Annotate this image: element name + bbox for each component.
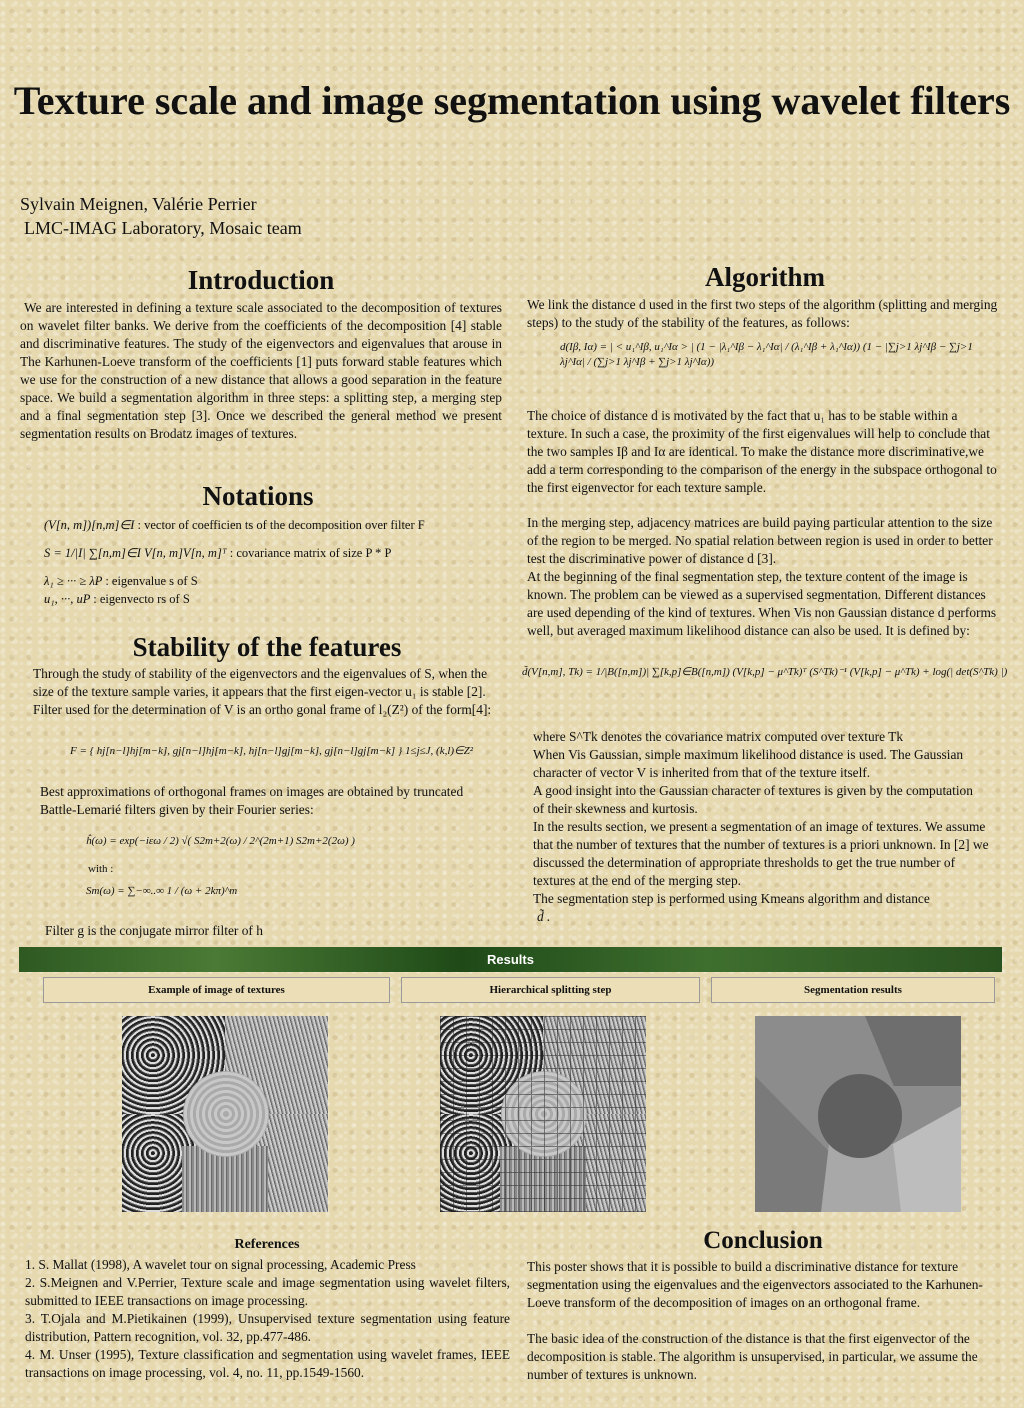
notation-math: u₁, ···, uP (44, 592, 91, 606)
notation-coefficients (44, 516, 504, 534)
algorithm-p6: When Vis Gaussian, simple maximum likelihood distance is used. The Gaussian character of vector V is inherited from that of the texture itself. (533, 747, 964, 780)
algorithm-p3: In the merging step, adjacency matrices are build paying particular attention to the size of the region to be merged. No spatial relation between region is used in order to better test the discriminative power of distance d [3]. (527, 515, 993, 566)
texture-image (122, 1016, 328, 1212)
reference-item: 1. S. Mallat (1998), A wavelet tour on signal processing, Academic Press (25, 1257, 416, 1272)
conclusion-p1: This poster shows that it is possible to build a discriminative distance for texture segmentation using the eigenvalues and the eigenvectors associated to the Karhunen-Loeve transform of the decomposition of images on an orthogonal frame. (527, 1259, 983, 1310)
notation-desc: : eigenvecto rs of S (93, 592, 190, 606)
notation-math: (V[n, m])[n,m]∈I (44, 518, 135, 532)
notation-desc: : vector of coefficien ts of the decomposition over filter F (137, 518, 425, 532)
algorithm-p7: A good insight into the Gaussian character of textures is given by the computation of their skewness and kurtosis. (533, 783, 973, 816)
introduction-text: We are interested in defining a texture scale associated to the decomposition of textures on wavelet filter banks. We derive from the coefficients of the decomposition [4] stable and discriminative features. The study of the eigenvectors and eigenvalues that arouse in The Karhunen-Loeve transform of the coefficients [1] puts forward stable features which we use for the construction of a new distance that allows a good separation in the feature space. We build a segmentation algorithm in three steps: a splitting step, a merging step and a final segmentation step [3]. Once we described the general method we present segmentation results on Brodatz images of textures. (20, 300, 502, 441)
segmentation-image (755, 1016, 961, 1212)
algorithm-p8: In the results section, we present a segmentation of an image of textures. We assume that the number of textures that the number of textures is a priori unknown. In [2] we discussed the determination of appropriate thresholds to get the true number of textures at the end of the merging step. (533, 819, 989, 888)
author-block (20, 192, 302, 240)
notation-eigenvectors (44, 590, 504, 608)
algorithm-heading: Algorithm (705, 262, 825, 292)
references-list (25, 1256, 510, 1382)
references-heading: References (234, 1237, 300, 1252)
algorithm-p9: The segmentation step is performed using Kmeans algorithm and distance (533, 891, 930, 906)
algorithm-p5: where S^Tk denotes the covariance matrix computed over texture Tk (533, 729, 904, 744)
notations-heading: Notations (202, 481, 314, 511)
notation-math: S = 1/|I| ∑[n,m]∈I V[n, m]V[n, m]ᵀ (44, 546, 227, 560)
algorithm-p9b: d̃ . (537, 909, 551, 924)
panel-splitting: Hierarchical splitting step (401, 977, 700, 1003)
algorithm-p2: The choice of distance d is motivated by the fact that u₁ has to be stable within a texture. In such a case, the proximity of the first eigenvalues will help to conclude that the two samples Iβ and Iα are identical. To make the distance more discriminative,we add a term corresponding to the comparison of the energy in the subspace orthogonal to the first eigenvector for each texture sample. (527, 408, 997, 495)
frame-formula: F = { hj[n−l]hj[m−k], gj[n−l]hj[m−k], hj[n−l]gj[m−k], gj[n−l]gj[m−k] } 1≤j≤J, (k,l)∈Z² (70, 745, 474, 757)
likelihood-formula: d̃(V[n,m], Tk) = 1/|B([n,m])| ∑[k,p]∈B([n,m]) (V[k,p] − μ^Tk)ᵀ (S^Tk)⁻¹ (V[k,p] − μ^Tk) + log(| det(S^Tk) |) (522, 666, 1008, 678)
series-formula: Sm(ω) = ∑−∞..∞ 1 / (ω + 2kπ)^m (86, 885, 238, 897)
stability-text-2: Best approximations of orthogonal frames on images are obtained by truncated Battle-Lemarié filters given by their Fourier series: (40, 784, 464, 817)
reference-item: 3. T.Ojala and M.Pietikainen (1999), Unsupervised texture segmentation using feature distribution, Pattern recognition, vol. 32, pp.477-486. (25, 1311, 510, 1344)
conclusion-p2: The basic idea of the construction of the distance is that the first eigenvector of the decomposition is stable. The algorithm is unsupervised, in particular, we assume the number of textures is unknown. (527, 1331, 978, 1382)
reference-item: 4. M. Unser (1995), Texture classification and segmentation using wavelet frames, IEEE transactions on image processing, vol. 4, no. 11, pp.1549-1560. (25, 1347, 510, 1380)
poster-title: Texture scale and image segmentation using wavelet filters (13, 78, 1011, 123)
with-label: with : (88, 863, 114, 875)
notation-math: λ₁ ≥ ··· ≥ λP (44, 574, 103, 588)
algorithm-p4: At the beginning of the final segmentation step, the texture content of the image is known. The problem can be viewed as a supervised segmentation. Different distances are used depending of the kind of textures. When Vis non Gaussian distance d performs well, but averaged maximum likelihood distance can also be used. It is defined by: (527, 569, 997, 638)
reference-item: 2. S.Meignen and V.Perrier, Texture scale and image segmentation using wavelet filters, submitted to IEEE transactions on image processing. (25, 1275, 510, 1308)
stability-heading: Stability of the features (132, 632, 402, 662)
conclusion-heading: Conclusion (703, 1227, 823, 1254)
distance-formula: d(Iβ, Iα) = | < u₁^Iβ, u₁^Iα > | (1 − |λ₁^Iβ − λ₁^Iα| / (λ₁^Iβ + λ₁^Iα)) (1 − |∑j>1 λj^Iβ − ∑j>1 λj^Iα| / (∑j>1 λj^Iβ + ∑j>1 λj^Iα)) (560, 341, 973, 368)
panel-example: Example of image of textures (43, 977, 390, 1003)
notation-covariance (44, 544, 504, 562)
fourier-formula: ĥ(ω) = exp(−iεω / 2) √( S2m+2(ω) / 2^(2m+1) S2m+2(2ω) ) (86, 835, 355, 847)
affiliation: LMC-IMAG Laboratory, Mosaic team (24, 218, 302, 238)
authors: Sylvain Meignen, Valérie Perrier (20, 194, 257, 214)
splitting-image (440, 1016, 646, 1212)
algorithm-p1: We link the distance d used in the first two steps of the algorithm (splitting and merging steps) to the study of the stability of the features, as follows: (527, 297, 998, 330)
notation-desc: : eigenvalue s of S (105, 574, 198, 588)
notation-eigenvalues (44, 572, 504, 590)
introduction-heading: Introduction (187, 265, 335, 295)
panel-segmentation: Segmentation results (711, 977, 995, 1003)
stability-text-1: Through the study of stability of the eigenvectors and the eigenvalues of S, when the size of the texture sample varies, it appears that the first eigen-vector u₁ is stable [2]. Filter used for the determination of V is an ortho gonal frame of l₂(Z²) of the form[4]: (33, 666, 492, 717)
notations-block (44, 516, 504, 608)
results-banner: Results (19, 947, 1002, 972)
stability-text-3: Filter g is the conjugate mirror filter of h (45, 923, 263, 938)
notation-desc: : covariance matrix of size P * P (229, 546, 392, 560)
